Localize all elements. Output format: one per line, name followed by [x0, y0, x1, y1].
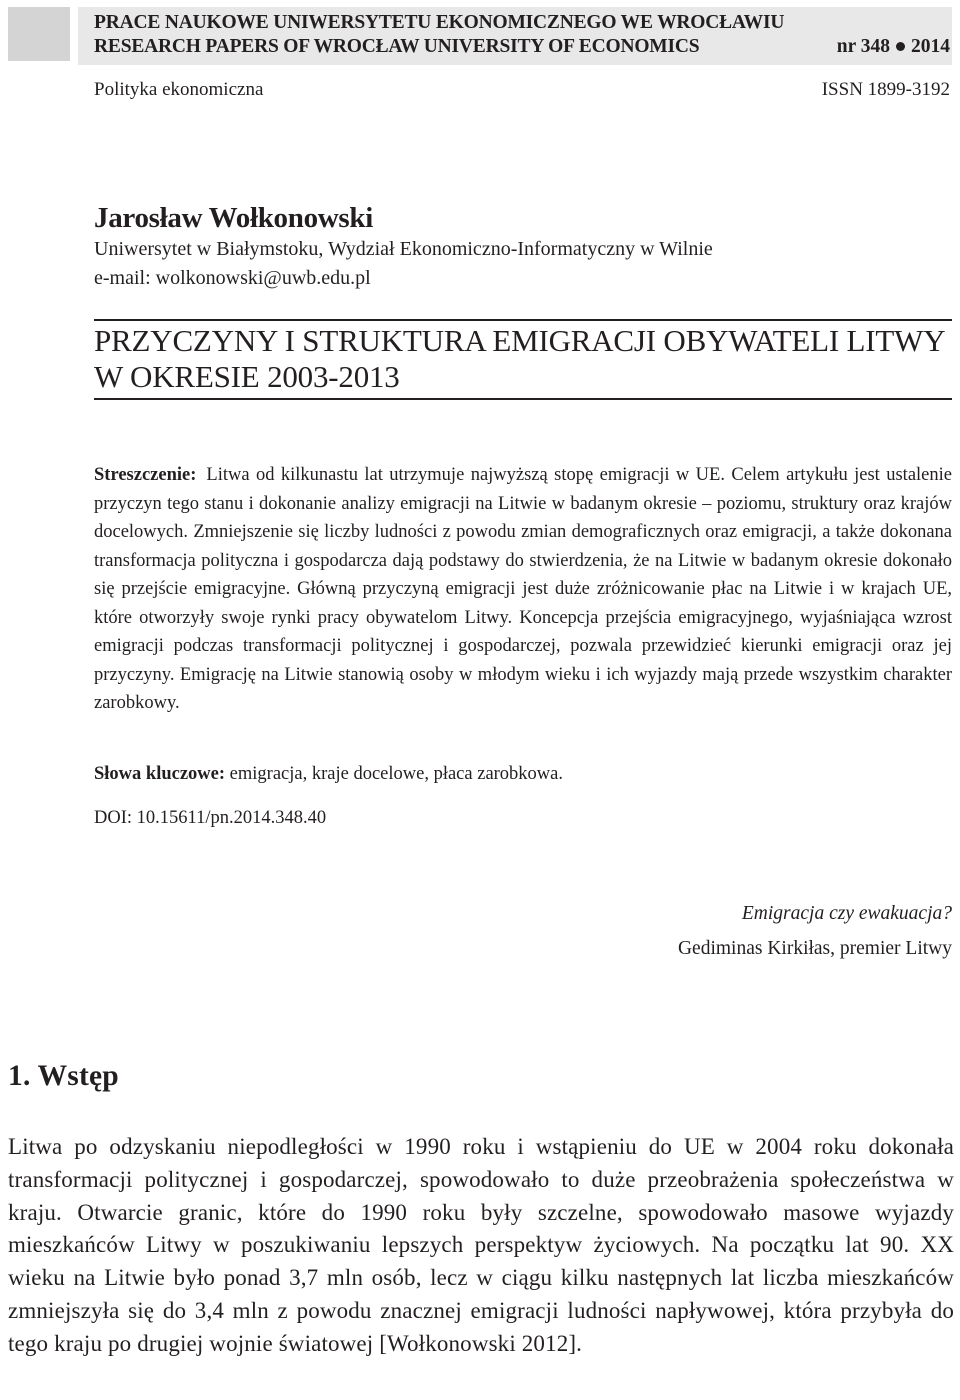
abstract-label: Streszczenie:	[94, 465, 197, 485]
author-email: e-mail: wolkonowski@uwb.edu.pl	[94, 267, 371, 289]
keywords-text: emigracja, kraje docelowe, płaca zarobkowa.	[229, 764, 564, 784]
doi: DOI: 10.15611/pn.2014.348.40	[94, 808, 327, 828]
abstract	[94, 461, 952, 718]
issue-number: nr 348	[836, 36, 890, 57]
author-name: Jarosław Wołkonowski	[94, 202, 373, 234]
keywords	[94, 764, 563, 785]
author-affiliation: Uniwersytet w Białymstoku, Wydział Ekonomiczno-Informatyczny w Wilnie	[94, 238, 713, 260]
section-heading: 1. Wstęp	[8, 1060, 119, 1092]
abstract-text: Litwa od kilkunastu lat utrzymuje najwyższą stopę emigracji w UE. Celem artykułu jest ustalenie przyczyn tego stanu i dokonanie analizy emigracji na Litwie w badanym okresie – poziomu, struktury oraz krajów docelowych. Zmniejszenie się liczby ludności z powodu zmian demograficznych oraz emigracji, a także dokonana transformacja polityczna i gospodarcza dają podstawy do stwierdzenia, że na Litwie w badanym okresie dokonało się przejście emigracyjne. Główną przyczyną emigracji jest duże zróżnicowanie płac na Litwie i w krajach UE, które otworzyły swoje rynki pracy obywatelom Litwy. Koncepcja przejścia emigracyjnego, wyjaśniająca wzrost emigracji podczas transformacji politycznej i gospodarczej, pozwala przewidzieć kierunki emigracji oraz jej przyczyny. Emigrację na Litwie stanowią osoby w młodym wieku i ich wyjazdy mają przede wszystkim charakter zarobkowy.	[94, 465, 952, 713]
bullet-icon	[896, 42, 905, 51]
epigraph-quote: Emigracja czy ewakuacja?	[741, 903, 952, 924]
section-paragraph: Litwa po odzyskaniu niepodległości w 1990 roku i wstąpieniu do UE w 2004 roku dokonała transformacji politycznej i gospodarczej, spowodowało to duże przeobrażenia społeczeństwa w kraju. Otwarcie granic, które do 1990 roku były szczelne, spowodowało masowe wyjazdy mieszkańców Litwy w poszukiwaniu lepszych perspektyw życiowych. Na początku lat 90. XX wieku na Litwie było ponad 3,7 mln osób, lecz w ciągu kilku następnych lat liczba mieszkańców zmniejszyła się do 3,4 mln z powodu znacznej emigracji ludności napływowej, która przybyła do tego kraju po drugiej wojnie światowej [Wołkonowski 2012].	[8, 1134, 954, 1356]
journal-series: Polityka ekonomiczna	[94, 79, 264, 100]
epigraph-author: Gediminas Kirkiłas, premier Litwy	[677, 938, 952, 959]
title-rule-top	[94, 319, 952, 321]
journal-title-pl: PRACE NAUKOWE UNIWERSYTETU EKONOMICZNEGO WE WROCŁAWIU	[94, 12, 785, 33]
issue-year: 2014	[911, 36, 950, 57]
keywords-label: Słowa kluczowe:	[94, 764, 226, 784]
issn: ISSN 1899-3192	[821, 79, 950, 100]
header-gray-marker	[8, 7, 70, 61]
issue-info	[837, 36, 950, 58]
title-rule-bottom	[94, 398, 952, 400]
article-title: PRZYCZYNY I STRUKTURA EMIGRACJI OBYWATELI LITWY W OKRESIE 2003-2013	[94, 323, 945, 394]
journal-title-en: RESEARCH PAPERS OF WROCŁAW UNIVERSITY OF ECONOMICS	[94, 36, 700, 57]
